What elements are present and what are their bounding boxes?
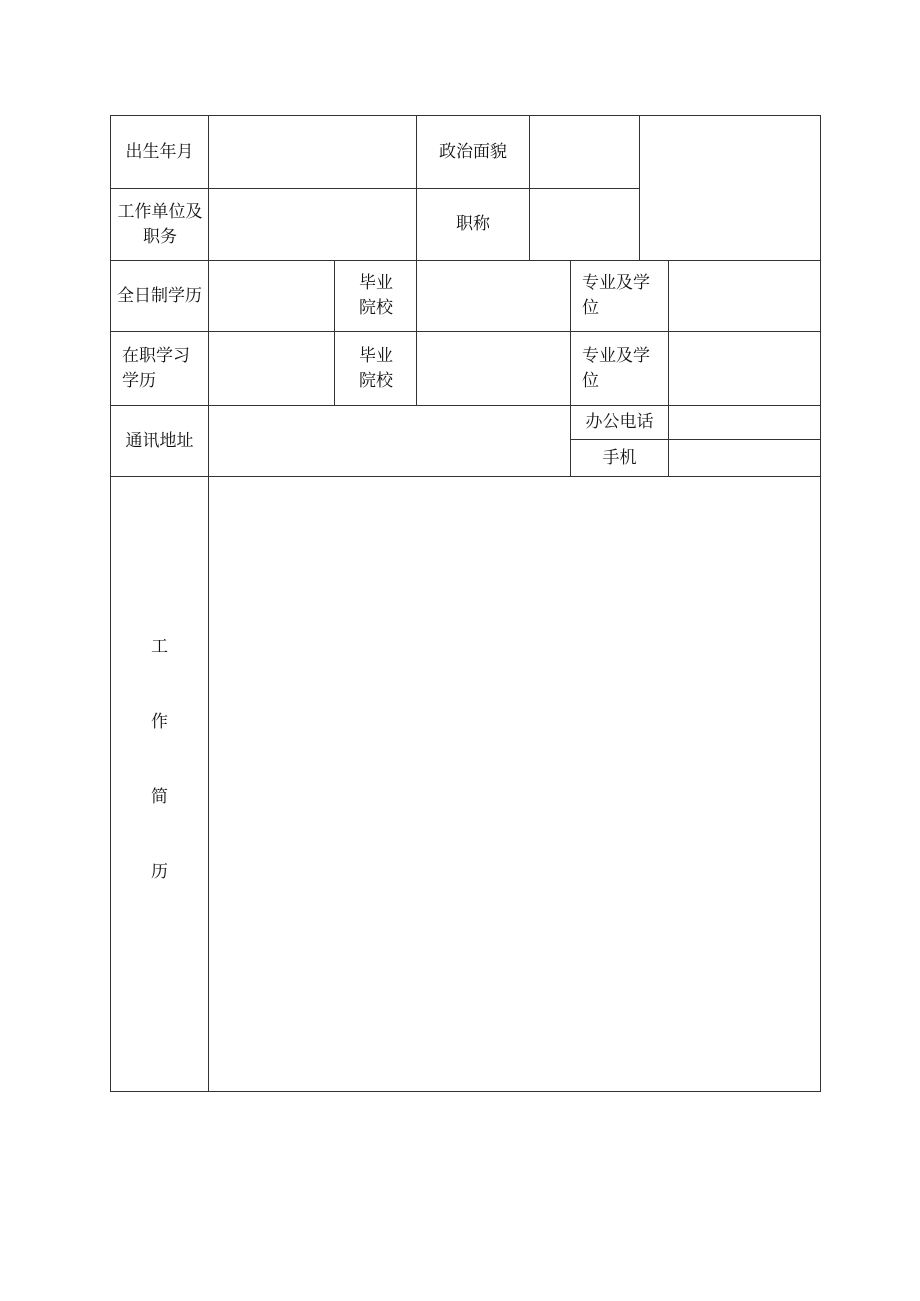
fulltime-education-field[interactable] bbox=[209, 261, 334, 331]
graduated-school-field[interactable] bbox=[417, 261, 570, 331]
employer-position-label: 工作单位及职务 bbox=[117, 201, 203, 247]
grid-line bbox=[334, 260, 335, 405]
address-field[interactable] bbox=[209, 406, 570, 476]
graduated-school-field-2[interactable] bbox=[417, 332, 570, 405]
major-degree-label-2: 专业及学位 bbox=[582, 345, 650, 391]
address-label: 通讯地址 bbox=[125, 430, 194, 451]
work-history-char: 工 bbox=[151, 637, 168, 657]
mobile-label: 手机 bbox=[602, 447, 637, 468]
major-degree-label: 专业及学位 bbox=[582, 273, 650, 318]
major-degree-field-2[interactable] bbox=[669, 332, 820, 405]
grid-line bbox=[110, 1091, 821, 1092]
birth-date-label: 出生年月 bbox=[125, 141, 194, 162]
title-label: 职称 bbox=[456, 214, 490, 234]
work-history-char: 历 bbox=[151, 862, 168, 882]
work-history-char: 作 bbox=[151, 712, 168, 732]
mobile-field[interactable] bbox=[669, 440, 820, 476]
employer-position-field[interactable] bbox=[209, 189, 416, 260]
major-degree-field[interactable] bbox=[669, 261, 820, 331]
fulltime-education-label: 全日制学历 bbox=[117, 285, 202, 306]
political-status-label: 政治面貌 bbox=[439, 141, 507, 162]
inservice-education-label: 在职学习学历 bbox=[122, 345, 190, 391]
work-history-char: 简 bbox=[151, 787, 168, 807]
work-history-field[interactable] bbox=[209, 477, 820, 1091]
photo-area[interactable] bbox=[640, 116, 820, 260]
birth-date-field[interactable] bbox=[209, 116, 416, 188]
grid-line bbox=[820, 115, 821, 1092]
title-field[interactable] bbox=[530, 189, 639, 260]
graduated-school-label-2: 毕业院校 bbox=[359, 345, 393, 391]
office-phone-field[interactable] bbox=[669, 406, 820, 439]
inservice-education-field[interactable] bbox=[209, 332, 334, 405]
political-status-field[interactable] bbox=[530, 116, 639, 188]
graduated-school-label: 毕业院校 bbox=[359, 273, 393, 318]
office-phone-label: 办公电话 bbox=[585, 412, 654, 432]
